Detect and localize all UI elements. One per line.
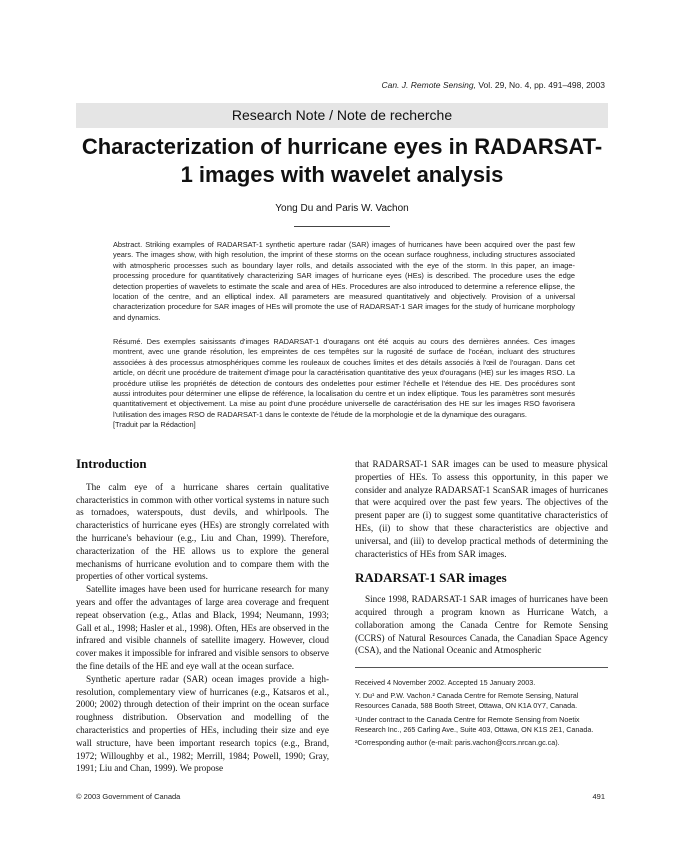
intro-heading: Introduction bbox=[76, 456, 147, 471]
left-column bbox=[76, 458, 329, 775]
journal-volume: Vol. 29, No. 4, pp. 491–498, 2003 bbox=[478, 80, 605, 90]
journal-citation bbox=[381, 80, 605, 90]
section-heading-radarsat: RADARSAT-1 SAR images bbox=[355, 570, 507, 586]
intro-paragraph-1: The calm eye of a hurricane shares certain qualitative characteristics in common with other vortical systems in nature such as tornadoes, waterspouts, dust devils, and whirlpools. The characteristics of hurricane eyes (HEs) are strongly correlated with the hurricane's behaviour (e.g., Liu and Chan, 1999). Therefore, characterization of the HE allows us to explore the general mechanisms of hurricane evolution and to compare them with the properties of other vortical systems. bbox=[76, 481, 329, 582]
intro-paragraph-4: that RADARSAT-1 SAR images can be used to measure physical properties of HEs. To assess this opportunity, in this paper we consider and analyze RADARSAT-1 ScanSAR images of hurricanes that were acquired over the past few years. The objectives of the present paper are (i) to suggest some quantitative characteristics of HEs, (ii) to show that these characteristics are objective and universal, and (iii) to develop practical methods of determining the characteristics of HEs from SAR images. bbox=[355, 459, 608, 559]
abstract-french-text: Résumé. Des exemples saisissants d'images RADARSAT-1 d'ouragans ont été acquis au cours des dernières années. Ces images montrent, avec une grande résolution, les empreintes de ces tempêtes sur la rugosité de surface de l'océan, incluant des structures associées à des processus atmosphériques comme les rouleaux de couches limites et des détails associés à l'œil de l'ouragan. Dans cet article, on décrit une procédure de traitement d'image pour la caractérisation quantitative des yeux d'ouragans (HE) sur les images RSO. La procédure utilise les propriétés de détection de contours des ondelettes pour estimer l'échelle et l'étendue des HE. Des procédures sont aussi introduites pour déterminer une ellipse de référence, la localisation du centre et un index elliptique. Tous les paramètres sont mesurés quantitativement et objectivement. La mise au point d'une procédure universelle de caractérisation des HE sur les images RSO favorisera l'utilisation des images RSO de RADARSAT-1 dans le contexte de l'étude de la morphologie et de la dynamique des ouragans. bbox=[113, 337, 575, 419]
footnote-rule bbox=[355, 667, 608, 668]
abstract-english: Abstract. Striking examples of RADARSAT-1 synthetic aperture radar (SAR) images of hurricanes have been acquired over the past few years. The images show, with high resolution, the imprint of these storms on the ocean surface roughness, including structures associated with atmospheric processes such as boundary layer rolls, and details associated with the eye of the storm. In this paper, an image-processing procedure for quantitatively characterizing SAR images of hurricane eyes (HEs) is described. The procedure uses the edge detection properties of wavelets to estimate the scale and area of HEs. Procedures are also introduced to determine a reference ellipse, the location of the centre, and an elliptical index. All parameters are measured quantitatively and objectively. Provision of a universal characterization procedure for SAR images of HEs will promote the use of RADARSAT-1 SAR images for the study of hurricane morphology and dynamics. bbox=[113, 240, 575, 322]
intro-paragraph-2: Satellite images have been used for hurricane research for many years and offer the advantages of large area coverage and frequent repeat observation (e.g., Atlas and Black, 1994; Neumann, 1993; Gall et al., 1998; Hasler et al., 1998). Often, HEs are observed in the infrared and visible channels of satellite imagery. However, cloud cover makes it impossible for infrared and visible sensors to observe the fine details of the HE and eye wall at the ocean surface. bbox=[76, 584, 329, 671]
section-paragraph-1: Since 1998, RADARSAT-1 SAR images of hurricanes have been acquired through a program known as Hurricane Watch, a collaboration among the Canada Centre for Remote Sensing (CCRS) of Natural Resources Canada, the Canadian Space Agency (CSA), and the National Oceanic and Atmospheric bbox=[355, 594, 608, 656]
intro-paragraph-3: Synthetic aperture radar (SAR) ocean images provide a high-resolution, complementary view of hurricanes (e.g., Katsaros et al., 2000; 2002) through detection of their imprint on the ocean surface roughness distribution. Observation and modelling of the characteristics and properties of HEs, including their size and eye wall structure, have been important research topics (e.g., Brand, 1972; Willoughby et al., 1982; Merrill, 1984; Powell, 1990; Gray, 1991; Liu and Chan, 1999). We propose bbox=[76, 673, 329, 774]
paper-title: Characterization of hurricane eyes in RADARSAT-1 images with wavelet analysis bbox=[81, 134, 603, 187]
copyright-notice: © 2003 Government of Canada bbox=[76, 792, 181, 801]
author-list: Yong Du and Paris W. Vachon bbox=[275, 203, 409, 214]
banner-text: Research Note / Note de recherche bbox=[231, 107, 453, 123]
page-number: 491 bbox=[592, 792, 605, 801]
author-affiliation: Y. Du¹ and P.W. Vachon.² Canada Centre for Remote Sensing, Natural Resources Canada, 588 Booth Street, Ottawa, ON K1A 0Y7, Canada. bbox=[355, 691, 579, 711]
footnotes bbox=[355, 678, 608, 751]
journal-name: Can. J. Remote Sensing, bbox=[381, 80, 476, 90]
footnote-2: ²Corresponding author (e-mail: paris.vachon@ccrs.nrcan.gc.ca). bbox=[355, 738, 560, 748]
footnote-1: ¹Under contract to the Canada Centre for Remote Sensing from Noetix Research Inc., 265 Carling Ave., Suite 403, Ottawa, ON K1S 2E1, Canada. bbox=[355, 714, 594, 734]
received-date: Received 4 November 2002. Accepted 15 January 2003. bbox=[355, 678, 536, 687]
title-rule bbox=[294, 226, 390, 227]
right-column bbox=[355, 458, 608, 657]
translation-credit: [Traduit par la Rédaction] bbox=[113, 420, 196, 430]
abstract-french bbox=[113, 337, 575, 431]
article-type-banner bbox=[76, 103, 608, 128]
